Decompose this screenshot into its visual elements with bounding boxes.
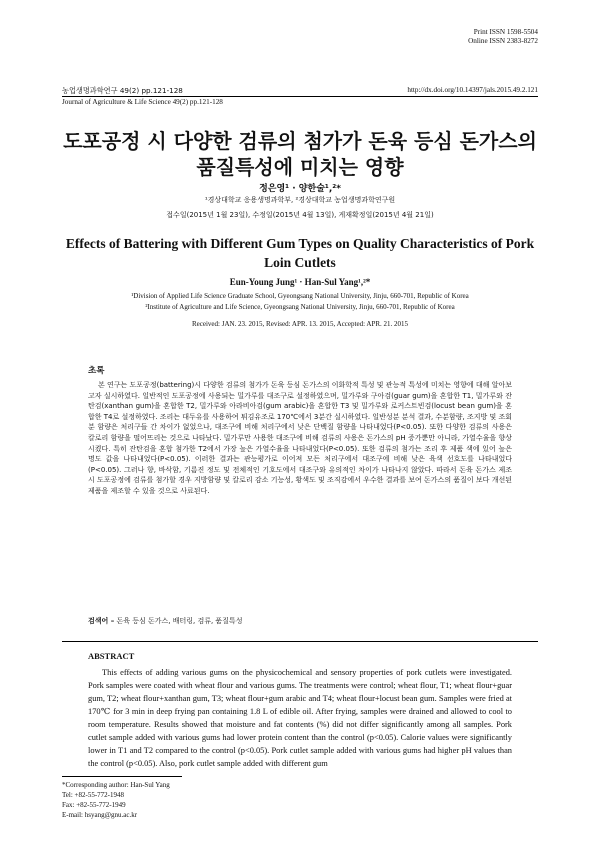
print-issn: Print ISSN 1598-5504	[473, 28, 538, 36]
doi: http://dx.doi.org/10.14397/jals.2015.49.2.121	[407, 86, 538, 94]
footnote-rule	[62, 776, 182, 777]
abstract-ko-heading: 초록	[88, 366, 105, 376]
affiliation-ko: ¹경상대학교 응용생명과학부, ²경상대학교 농업생명과학연구원	[204, 196, 396, 204]
journal-ko: 농업생명과학연구 49(2) pp.121-128	[62, 86, 183, 95]
top-rule	[62, 96, 538, 97]
affiliation-en-1: ¹Division of Applied Life Science Graduate School, Gyeongsang National University, Jinju, 660-701, Republic of Korea	[131, 292, 469, 300]
footnote-fax: Fax: +82-55-772-1949	[62, 801, 126, 809]
abstract-en-heading: ABSTRACT	[88, 651, 135, 661]
title-en: Effects of Battering with Different Gum Types on Quality Characteristics of Pork Loin Cutlets	[65, 236, 535, 270]
keywords-ko-text: 돈육 등심 돈가스, 배터링, 검류, 품질특성	[116, 617, 243, 625]
title-ko: 도포공정 시 다양한 검류의 첨가가 돈육 등심 돈가스의 품질특성에 미치는 영향	[63, 129, 537, 179]
online-issn: Online ISSN 2383-8272	[468, 37, 538, 45]
journal-en: Journal of Agriculture & Life Science 49(2) pp.121-128	[62, 98, 223, 106]
footnote-tel: Tel: +82-55-772-1948	[62, 791, 124, 799]
affiliation-en-2: ²Institute of Agriculture and Life Science, Gyeongsang National University, Jinju, 660-701, Republic of Korea	[145, 303, 455, 311]
authors-en: Eun-Young Jung¹ · Han-Sul Yang¹,²*	[229, 277, 371, 287]
keywords-ko	[88, 616, 512, 626]
footnote-corresponding: *Corresponding author: Han-Sul Yang	[62, 781, 170, 789]
authors-ko: 정은영¹ · 양한술¹,²*	[259, 184, 341, 194]
keywords-ko-label: 검색어 –	[88, 617, 115, 625]
dates-ko: 접수일(2015년 1월 23일), 수정일(2015년 4월 13일), 게재확정일(2015년 4월 21일)	[166, 211, 434, 219]
abstract-en: This effects of adding various gums on the physicochemical and sensory properties of pork cutlets were investigated. Pork samples were coated with wheat flour and various gums. The treatments were control; wheat flour, T1; wheat flour+guar gum, T2; wheat flour+xanthan gum, T3; wheat flour+gum arabic and T4; wheat flour+locust bean gum. Samples were fried at 170℃ for 3 min in deep frying pan containing 1.8 L of edible oil. After frying, samples were drained and allowed to cool to room temperature. Results showed that moisture and fat contents (%) did not differ significantly among all samples. Pork cutlet sample added with various gums had lower protein content than the control (p<0.05). Calorie values were significantly lower in T1 and T2 compared to the control (p<0.05). Pork cutlet sample added with various gums had higher pH values than the control (p<0.05). Also, pork cutlet sample added with different gum	[88, 668, 512, 768]
abstract-ko: 본 연구는 도포공정(battering)시 다양한 검류의 첨가가 돈육 등심 돈가스의 이화학적 특성 및 관능적 특성에 미치는 영향에 대해 알아보고자 실시하였다. 일반적인 도포공정에 사용되는 밀가루를 대조구로 설정하였으며, 밀가루와 구아검(guar gum)을 혼합한 T1, 밀가루와 잔탄검(xanthan gum)을 혼합한 T2, 밀가루와 아라비아검(gum arabic)을 혼합한 T3 및 밀가루와 로커스트빈검(locust bean gum)을 혼합한 T4로 설정하였다. 조리는 대두유를 사용하여 튀김유조로 170℃에서 3분간 실시하였다. 일반성분 분석 결과, 수분함량, 조지방 및 조회분 함량은 처리구들 간 차이가 없었으나, 대조구에 비해 처리구에서 낮은 단백질 함량을 나타내었다(P<0.05). 또한 다양한 검류의 사용은 칼로리 함량을 떨어뜨리는 것으로 나타났다. 밀가루만 사용한 대조구에 비해 검류의 사용은 돈가스의 pH 증가뿐만 아니라, 가열수율을 향상시켰다. 특히 잔탄검을 혼합 첨가한 T2에서 가장 높은 가열수율을 나타내었다(P<0.05). 또한 검류의 첨가는 조리 후 제품 색에 있어 높은 명도 값을 나타내었다(P<0.05). 이러한 결과는 관능평가로 이어져 모든 처리구에서 대조구에 비해 낮은 육색 선호도를 나타내었다(P<0.05). 그러나 향, 바삭함, 기름진 정도 및 전체적인 기호도에서 대조구와 유의적인 차이가 나타나지 않았다. 따라서 돈육 돈가스 제조 시 도포공정에 검류를 첨가할 경우 지방함량 및 칼로리 감소 기능성, 황색도 및 조직감에서 우수한 결과를 보여 돈가스의 품질이 보다 개선된 제품을 제조할 수 있을 것으로 사료된다.	[88, 381, 512, 495]
section-rule	[62, 641, 538, 642]
dates-en: Received: JAN. 23. 2015, Revised: APR. 13. 2015, Accepted: APR. 21. 2015	[191, 320, 408, 328]
footnote-email: E-mail: hsyang@gnu.ac.kr	[62, 811, 138, 819]
